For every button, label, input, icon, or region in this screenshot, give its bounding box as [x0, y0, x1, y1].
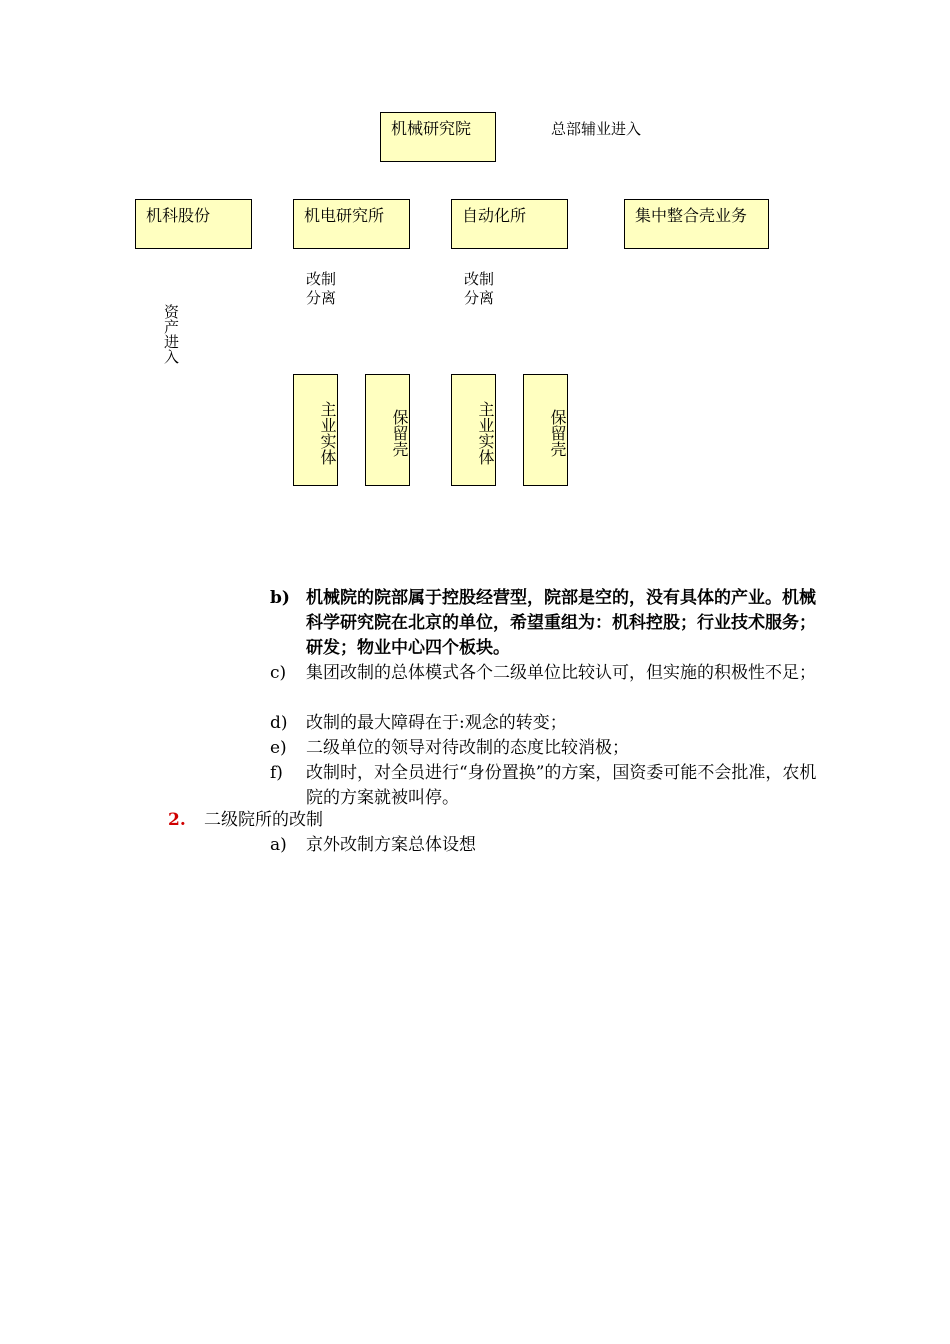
section-title: 二级院所的改制: [204, 810, 323, 830]
list-item: [270, 586, 818, 661]
unit-label: 机电研究所: [304, 206, 385, 225]
list-text: 改制时，对全员进行“身份置换”的方案，国资委可能不会批准，农机院的方案就被叫停。: [306, 763, 817, 808]
root-note: 总部辅业进入: [551, 120, 642, 138]
list-text: 机械院的院部属于控股经营型，院部是空的，没有具体的产业。机械科学研究院在北京的单位，希望重组为：机科控股；行业技术服务；研发；物业中心四个板块。: [306, 588, 816, 658]
list-marker: d): [270, 713, 288, 733]
reform-label-1: 改制 分离: [306, 270, 337, 307]
root-box: [380, 112, 496, 162]
list-text: 集团改制的总体模式各个二级单位比较认可，但实施的积极性不足；: [306, 663, 816, 683]
list-text: 改制的最大障碍在于:观念的转变；: [306, 713, 567, 733]
list-text: 京外改制方案总体设想: [306, 835, 476, 855]
root-label: 机械研究院: [391, 119, 472, 138]
sub-unit-label: 保留壳: [548, 409, 567, 457]
unit-label: 集中整合壳业务: [635, 206, 748, 225]
sub-unit-box-4: [523, 374, 568, 486]
list-item: [270, 833, 818, 858]
list-marker: b): [270, 588, 290, 608]
sub-unit-box-1: [293, 374, 338, 486]
sub-unit-label: 主业实体: [476, 401, 495, 465]
list-marker: e): [270, 738, 287, 758]
section-number: 2.: [168, 810, 186, 830]
unit-box-1: [135, 199, 252, 249]
unit-box-2: [293, 199, 410, 249]
reform-label-2: 改制 分离: [464, 270, 495, 307]
list-item: [270, 661, 818, 686]
sub-unit-label: 保留壳: [390, 409, 409, 457]
list-item: [270, 736, 818, 761]
sub-unit-label: 主业实体: [318, 401, 337, 465]
list-text: 二级单位的领导对待改制的态度比较消极；: [306, 738, 629, 758]
list-marker: f): [270, 763, 283, 783]
unit-label: 机科股份: [146, 206, 211, 225]
list-marker: c): [270, 663, 287, 683]
list-item: [270, 761, 818, 811]
sub-unit-box-2: [365, 374, 410, 486]
asset-label: 资产进入: [162, 304, 180, 364]
unit-box-4: [624, 199, 769, 249]
list-marker: a): [270, 835, 287, 855]
list-item: [270, 711, 818, 736]
unit-box-3: [451, 199, 568, 249]
unit-label: 自动化所: [462, 206, 527, 225]
sub-unit-box-3: [451, 374, 496, 486]
